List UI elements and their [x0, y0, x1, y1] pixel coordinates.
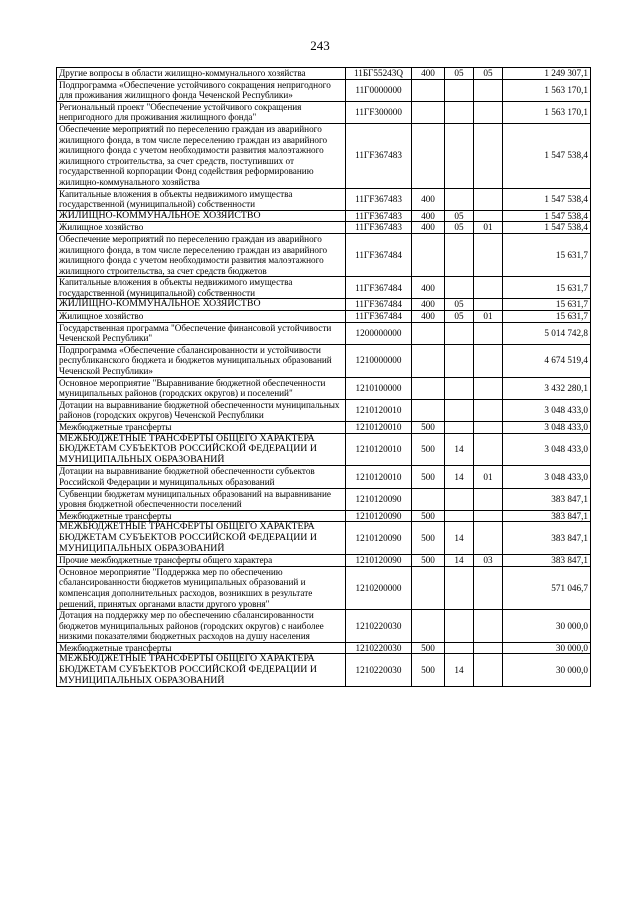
row-section-cell: 14	[445, 466, 474, 488]
row-section-cell	[445, 510, 474, 522]
row-sum-cell: 383 847,1	[503, 522, 591, 555]
row-expense-type-cell: 500	[412, 654, 445, 687]
row-code-cell: 1210120090	[346, 555, 412, 567]
row-sum-cell: 4 674 519,4	[503, 344, 591, 377]
row-expense-type-cell	[412, 399, 445, 421]
row-section-cell	[445, 322, 474, 344]
row-section-cell	[445, 377, 474, 399]
row-code-cell: 11ГF367483	[346, 210, 412, 222]
row-section-cell	[445, 101, 474, 123]
table-row	[57, 210, 591, 222]
row-code-cell: 11ГF367483	[346, 123, 412, 188]
table-row	[57, 422, 591, 434]
row-section-cell: 05	[445, 210, 474, 222]
row-name-cell: Основное мероприятие "Поддержка мер по обеспечению сбалансированности бюджетов муниципальных образований и компенсация дополнительных расходов, возникших в результате решений, принятых органами власти другого уровня"	[57, 566, 346, 609]
row-section-cell	[445, 79, 474, 101]
row-expense-type-cell	[412, 377, 445, 399]
budget-table-body	[57, 68, 591, 687]
row-expense-type-cell: 500	[412, 555, 445, 567]
row-expense-type-cell: 400	[412, 311, 445, 323]
table-row	[57, 277, 591, 299]
row-subsection-cell	[474, 433, 503, 466]
row-section-cell	[445, 233, 474, 276]
row-code-cell: 1210120010	[346, 399, 412, 421]
row-subsection-cell	[474, 654, 503, 687]
table-row	[57, 654, 591, 687]
row-name-cell: Другие вопросы в области жилищно-коммунального хозяйства	[57, 68, 346, 80]
row-name-cell: Субвенции бюджетам муниципальных образований на выравнивание уровня бюджетной обеспеченности поселений	[57, 488, 346, 510]
table-row	[57, 222, 591, 234]
page-number: 243	[310, 38, 330, 53]
row-name-cell: Капитальные вложения в объекты недвижимого имущества государственной (муниципальной) собственности	[57, 188, 346, 210]
row-subsection-cell: 01	[474, 466, 503, 488]
row-name-cell: МЕЖБЮДЖЕТНЫЕ ТРАНСФЕРТЫ ОБЩЕГО ХАРАКТЕРА БЮДЖЕТАМ СУБЪЕКТОВ РОССИЙСКОЙ ФЕДЕРАЦИИ И МУНИЦИПАЛЬНЫХ ОБРАЗОВАНИЙ	[57, 654, 346, 687]
row-sum-cell: 15 631,7	[503, 311, 591, 323]
row-section-cell	[445, 123, 474, 188]
row-code-cell: 11ГF367484	[346, 277, 412, 299]
row-sum-cell: 30 000,0	[503, 610, 591, 643]
row-section-cell	[445, 422, 474, 434]
row-code-cell: 1210120010	[346, 422, 412, 434]
row-section-cell: 05	[445, 222, 474, 234]
table-row	[57, 642, 591, 654]
row-code-cell: 11БГ55243Q	[346, 68, 412, 80]
table-row	[57, 123, 591, 188]
row-section-cell	[445, 610, 474, 643]
row-name-cell: МЕЖБЮДЖЕТНЫЕ ТРАНСФЕРТЫ ОБЩЕГО ХАРАКТЕРА БЮДЖЕТАМ СУБЪЕКТОВ РОССИЙСКОЙ ФЕДЕРАЦИИ И МУНИЦИПАЛЬНЫХ ОБРАЗОВАНИЙ	[57, 433, 346, 466]
row-section-cell	[445, 277, 474, 299]
row-code-cell: 1210120010	[346, 433, 412, 466]
row-subsection-cell	[474, 610, 503, 643]
row-code-cell: 1210120010	[346, 466, 412, 488]
row-subsection-cell	[474, 188, 503, 210]
row-sum-cell: 1 563 170,1	[503, 101, 591, 123]
row-name-cell: Государственная программа "Обеспечение финансовой устойчивости Чеченской Республики"	[57, 322, 346, 344]
row-code-cell: 1210200000	[346, 566, 412, 609]
row-expense-type-cell: 500	[412, 433, 445, 466]
row-name-cell: Обеспечение мероприятий по переселению граждан из аварийного жилищного фонда, в том числе переселению граждан из аварийного жилищного фонда с учетом необходимости развития малоэтажного жилищного строительства, за счет средств бюджетов	[57, 233, 346, 276]
row-sum-cell: 3 048 433,0	[503, 466, 591, 488]
row-expense-type-cell	[412, 488, 445, 510]
row-expense-type-cell: 400	[412, 210, 445, 222]
table-row	[57, 344, 591, 377]
row-section-cell: 05	[445, 311, 474, 323]
row-name-cell: Дотации на выравнивание бюджетной обеспеченности муниципальных районов (городских округов) Чеченской Республики	[57, 399, 346, 421]
table-row	[57, 610, 591, 643]
row-code-cell: 11Г0000000	[346, 79, 412, 101]
row-subsection-cell	[474, 642, 503, 654]
row-name-cell: Жилищное хозяйство	[57, 311, 346, 323]
row-sum-cell: 5 014 742,8	[503, 322, 591, 344]
row-expense-type-cell	[412, 79, 445, 101]
row-subsection-cell	[474, 399, 503, 421]
row-code-cell: 11ГF367484	[346, 299, 412, 311]
row-expense-type-cell: 400	[412, 299, 445, 311]
row-sum-cell: 30 000,0	[503, 654, 591, 687]
table-row	[57, 377, 591, 399]
row-section-cell	[445, 188, 474, 210]
row-code-cell: 1210000000	[346, 344, 412, 377]
row-expense-type-cell: 500	[412, 466, 445, 488]
row-expense-type-cell: 500	[412, 510, 445, 522]
row-sum-cell: 3 048 433,0	[503, 399, 591, 421]
row-subsection-cell	[474, 233, 503, 276]
row-subsection-cell	[474, 101, 503, 123]
table-row	[57, 322, 591, 344]
row-section-cell: 14	[445, 522, 474, 555]
row-section-cell: 14	[445, 555, 474, 567]
row-subsection-cell	[474, 210, 503, 222]
row-code-cell: 11ГF367484	[346, 233, 412, 276]
row-sum-cell: 1 249 307,1	[503, 68, 591, 80]
row-sum-cell: 383 847,1	[503, 510, 591, 522]
row-expense-type-cell	[412, 322, 445, 344]
row-subsection-cell	[474, 322, 503, 344]
row-code-cell: 1210220030	[346, 610, 412, 643]
table-row	[57, 433, 591, 466]
row-section-cell: 14	[445, 654, 474, 687]
row-sum-cell: 3 432 280,1	[503, 377, 591, 399]
row-sum-cell: 1 563 170,1	[503, 79, 591, 101]
row-subsection-cell: 01	[474, 311, 503, 323]
row-name-cell: Межбюджетные трансферты	[57, 422, 346, 434]
row-name-cell: ЖИЛИЩНО-КОММУНАЛЬНОЕ ХОЗЯЙСТВО	[57, 210, 346, 222]
row-code-cell: 1210120090	[346, 522, 412, 555]
row-name-cell: Капитальные вложения в объекты недвижимого имущества государственной (муниципальной) собственности	[57, 277, 346, 299]
row-section-cell	[445, 642, 474, 654]
row-code-cell: 1210100000	[346, 377, 412, 399]
row-expense-type-cell	[412, 123, 445, 188]
table-row	[57, 510, 591, 522]
row-expense-type-cell	[412, 344, 445, 377]
row-name-cell: Дотации на выравнивание бюджетной обеспеченности субъектов Российской Федерации и муниципальных образований	[57, 466, 346, 488]
row-code-cell: 1210120090	[346, 510, 412, 522]
row-subsection-cell	[474, 510, 503, 522]
row-expense-type-cell: 400	[412, 277, 445, 299]
row-expense-type-cell: 400	[412, 68, 445, 80]
row-section-cell	[445, 344, 474, 377]
row-sum-cell: 1 547 538,4	[503, 123, 591, 188]
row-subsection-cell: 05	[474, 68, 503, 80]
row-sum-cell: 571 046,7	[503, 566, 591, 609]
row-code-cell: 11ГF367483	[346, 222, 412, 234]
row-sum-cell: 30 000,0	[503, 642, 591, 654]
row-subsection-cell	[474, 344, 503, 377]
row-name-cell: Межбюджетные трансферты	[57, 642, 346, 654]
row-name-cell: Региональный проект "Обеспечение устойчивого сокращения непригодного для проживания жилищного фонда"	[57, 101, 346, 123]
row-expense-type-cell: 400	[412, 222, 445, 234]
row-subsection-cell	[474, 377, 503, 399]
row-section-cell	[445, 566, 474, 609]
row-sum-cell: 1 547 538,4	[503, 188, 591, 210]
row-sum-cell: 1 547 538,4	[503, 210, 591, 222]
row-subsection-cell	[474, 79, 503, 101]
row-sum-cell: 15 631,7	[503, 233, 591, 276]
table-row	[57, 299, 591, 311]
row-expense-type-cell	[412, 101, 445, 123]
row-subsection-cell	[474, 277, 503, 299]
table-row	[57, 188, 591, 210]
row-expense-type-cell	[412, 566, 445, 609]
row-name-cell: Основное мероприятие "Выравнивание бюджетной обеспеченности муниципальных районов (городских округов) и поселений"	[57, 377, 346, 399]
row-name-cell: Обеспечение мероприятий по переселению граждан из аварийного жилищного фонда, в том числе переселению граждан из аварийного жилищного фонда с учетом необходимости развития малоэтажного жилищного строительства, за счет средств, поступивших от государственной корпорации Фонд содействия реформированию жилищно-коммунального хозяйства	[57, 123, 346, 188]
row-subsection-cell: 03	[474, 555, 503, 567]
table-row	[57, 522, 591, 555]
row-section-cell	[445, 488, 474, 510]
row-subsection-cell	[474, 123, 503, 188]
row-sum-cell: 15 631,7	[503, 299, 591, 311]
row-sum-cell: 3 048 433,0	[503, 433, 591, 466]
table-row	[57, 311, 591, 323]
row-code-cell: 1200000000	[346, 322, 412, 344]
table-row	[57, 566, 591, 609]
row-sum-cell: 15 631,7	[503, 277, 591, 299]
row-code-cell: 11ГF300000	[346, 101, 412, 123]
budget-table	[56, 67, 591, 687]
row-name-cell: Жилищное хозяйство	[57, 222, 346, 234]
table-row	[57, 466, 591, 488]
row-code-cell: 1210220030	[346, 642, 412, 654]
table-row	[57, 233, 591, 276]
row-sum-cell: 1 547 538,4	[503, 222, 591, 234]
table-row	[57, 555, 591, 567]
row-expense-type-cell: 500	[412, 642, 445, 654]
row-sum-cell: 383 847,1	[503, 555, 591, 567]
row-expense-type-cell: 400	[412, 188, 445, 210]
row-sum-cell: 3 048 433,0	[503, 422, 591, 434]
row-name-cell: Прочие межбюджетные трансферты общего характера	[57, 555, 346, 567]
table-row	[57, 68, 591, 80]
row-expense-type-cell	[412, 610, 445, 643]
table-row	[57, 101, 591, 123]
row-subsection-cell: 01	[474, 222, 503, 234]
row-section-cell	[445, 399, 474, 421]
row-section-cell: 05	[445, 299, 474, 311]
row-expense-type-cell	[412, 233, 445, 276]
row-code-cell: 1210220030	[346, 654, 412, 687]
row-code-cell: 1210120090	[346, 488, 412, 510]
row-expense-type-cell: 500	[412, 422, 445, 434]
row-section-cell: 14	[445, 433, 474, 466]
row-name-cell: ЖИЛИЩНО-КОММУНАЛЬНОЕ ХОЗЯЙСТВО	[57, 299, 346, 311]
row-name-cell: Подпрограмма «Обеспечение сбалансированности и устойчивости республиканского бюджета и бюджетов муниципальных образований Чеченской Республики»	[57, 344, 346, 377]
table-row	[57, 79, 591, 101]
row-subsection-cell	[474, 299, 503, 311]
table-row	[57, 488, 591, 510]
row-subsection-cell	[474, 522, 503, 555]
row-section-cell: 05	[445, 68, 474, 80]
row-subsection-cell	[474, 566, 503, 609]
row-name-cell: Межбюджетные трансферты	[57, 510, 346, 522]
row-name-cell: Дотация на поддержку мер по обеспечению сбалансированности бюджетов муниципальных районов (городских округов) с наиболее низкими показателями бюджетных расходов на душу населения	[57, 610, 346, 643]
row-code-cell: 11ГF367483	[346, 188, 412, 210]
row-expense-type-cell: 500	[412, 522, 445, 555]
row-subsection-cell	[474, 422, 503, 434]
row-name-cell: Подпрограмма «Обеспечение устойчивого сокращения непригодного для проживания жилищного фонда Чеченской Республики»	[57, 79, 346, 101]
row-name-cell: МЕЖБЮДЖЕТНЫЕ ТРАНСФЕРТЫ ОБЩЕГО ХАРАКТЕРА БЮДЖЕТАМ СУБЪЕКТОВ РОССИЙСКОЙ ФЕДЕРАЦИИ И МУНИЦИПАЛЬНЫХ ОБРАЗОВАНИЙ	[57, 522, 346, 555]
row-code-cell: 11ГF367484	[346, 311, 412, 323]
row-sum-cell: 383 847,1	[503, 488, 591, 510]
row-subsection-cell	[474, 488, 503, 510]
table-row	[57, 399, 591, 421]
